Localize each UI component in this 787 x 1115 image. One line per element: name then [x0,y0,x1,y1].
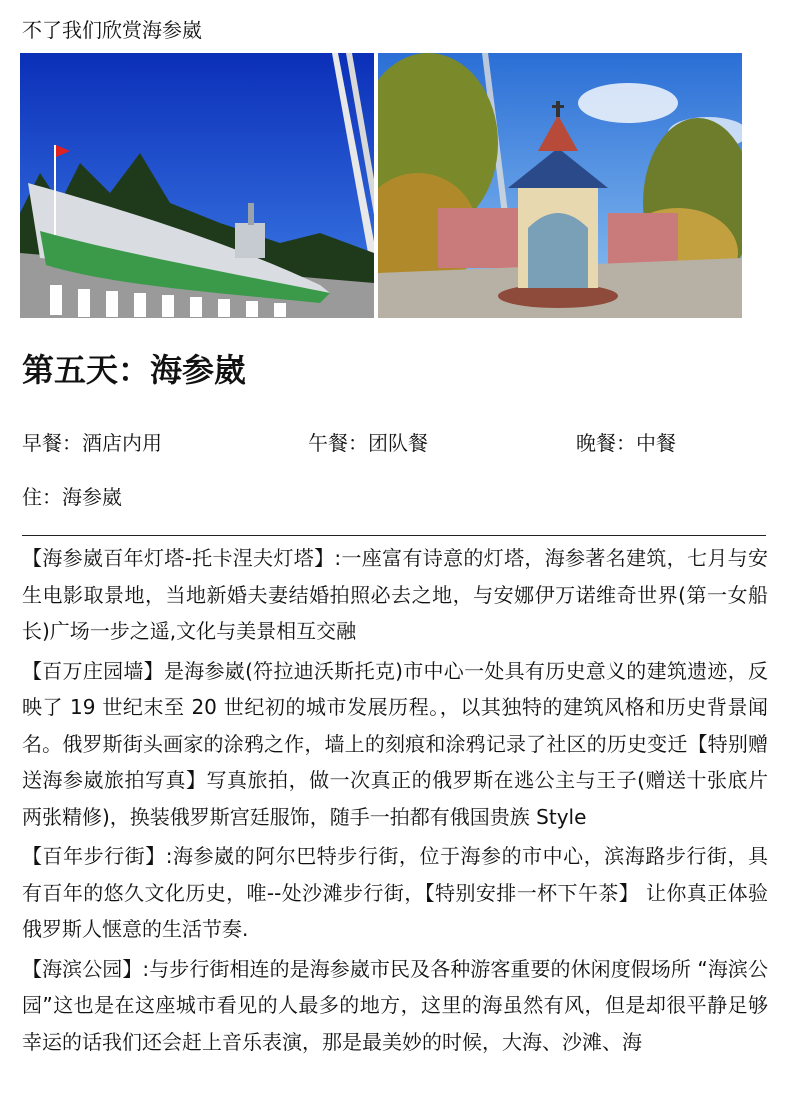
chapel-park-photo [378,53,742,318]
itinerary-body [22,540,768,1063]
dinner-info: 晚餐：中餐 [576,431,676,455]
day-title: 第五天：海参崴 [22,351,247,389]
intro-caption: 不了我们欣赏海参崴 [22,18,202,42]
paragraph-seaside-park: 【海滨公园】:与步行街相连的是海参崴市民及各种游客重要的休闲度假场所 “海滨公园”这也是在这座城市看见的人最多的地方，这里的海虽然有风，但是却很平静足够幸运的话我们还会赶上音乐表演，那是最美妙的时候，大海、沙滩、海 [22,956,768,1054]
accommodation-info: 住：海参崴 [22,485,122,509]
submarine-museum-photo [20,53,374,318]
section-divider [22,535,766,536]
paragraph-lighthouse: 【海参崴百年灯塔-托卡涅夫灯塔】:一座富有诗意的灯塔，海参著名建筑，七月与安生电影取景地，当地新婚夫妻结婚拍照必去之地，与安娜伊万诺维奇世界(第一女船长)广场一步之遥,文化与美景相互交融 [22,546,768,643]
lunch-info: 午餐：团队餐 [308,431,428,455]
breakfast-info: 早餐：酒店内用 [22,431,162,455]
paragraph-pedestrian-street: 【百年步行街】:海参崴的阿尔巴特步行街，位于海参的市中心，滨海路步行街，具有百年的悠久文化历史，唯--处沙滩步行街，【特别安排一杯下午茶】 让你真正体验俄罗斯人惬意的生活节奏. [22,844,768,941]
paragraph-manor-wall: 【百万庄园墙】是海参崴(符拉迪沃斯托克)市中心一处具有历史意义的建筑遗迹，反映了 19 世纪末至 20 世纪初的城市发展历程。，以其独特的建筑风格和历史背景闻名。俄罗斯街头画家的涂鸦之作，墙上的刻痕和涂鸦记录了社区的历史变迁【特别赠送海参崴旅拍写真】写真旅拍，做一次真正的俄罗斯在逃公主与王子(赠送十张底片两张精修)，换装俄罗斯宫廷服饰，随手一拍都有俄国贵族 Style [22,658,768,829]
